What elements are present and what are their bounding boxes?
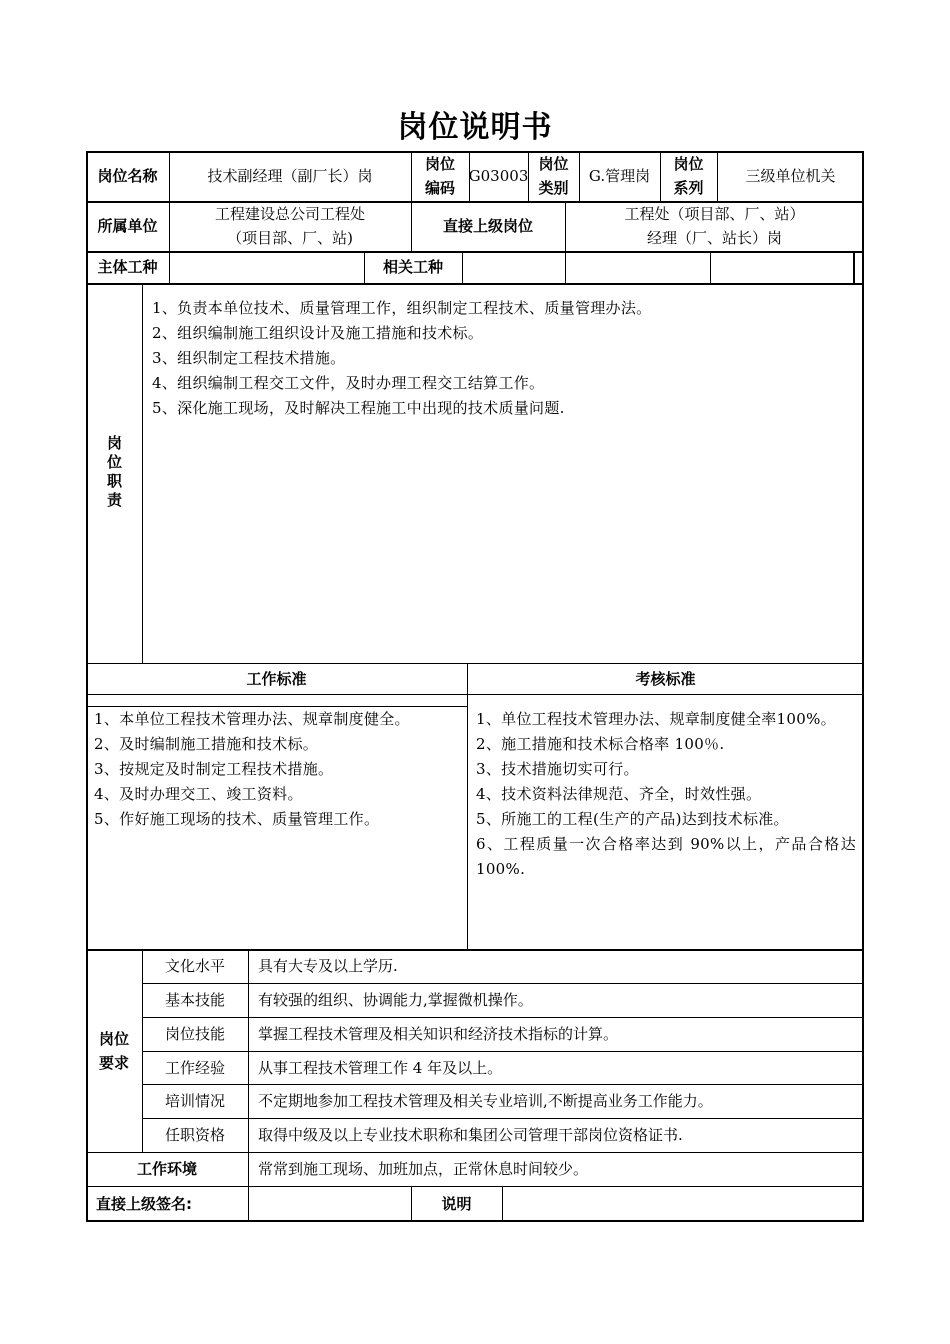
job-category-label: 岗位类别 xyxy=(538,155,569,197)
duties-label: 岗位职责 xyxy=(105,435,123,511)
assess-standard-header: 考核标准 xyxy=(635,669,696,688)
job-name-value: 技术副经理（副厂长）岗 xyxy=(207,167,373,185)
main-work-label: 主体工种 xyxy=(97,258,158,276)
job-description-table xyxy=(86,151,864,1222)
related-work-value xyxy=(462,251,565,283)
assess-standard-item: 5、所施工的工程(生产的产品)达到技术标准。 xyxy=(476,810,789,828)
req-name-qualification: 任职资格 xyxy=(164,1126,225,1144)
environment-label: 工作环境 xyxy=(136,1160,197,1178)
work-standard-item: 4、及时办理交工、竣工资料。 xyxy=(94,785,303,803)
related-work-label: 相关工种 xyxy=(382,258,443,276)
duty-item: 1、负责本单位技术、质量管理工作，组织制定工程技术、质量管理办法。 xyxy=(152,299,652,317)
assess-standard-item: 1、单位工程技术管理办法、规章制度健全率100%。 xyxy=(476,710,836,728)
assess-standard-item: 3、技术措施切实可行。 xyxy=(476,760,639,778)
unit-label: 所属单位 xyxy=(97,217,158,235)
job-name-label: 岗位名称 xyxy=(97,167,158,185)
superior-line-2: 经理（厂、站长）岗 xyxy=(646,229,782,247)
superior-value xyxy=(565,202,864,250)
unit-line-1: 工程建设总公司工程处 xyxy=(214,205,365,223)
environment-value: 常常到施工现场、加班加点，正常休息时间较少。 xyxy=(258,1160,589,1178)
work-standard-list xyxy=(94,707,464,832)
req-name-education: 文化水平 xyxy=(164,957,225,975)
req-name-experience: 工作经验 xyxy=(164,1058,225,1077)
page-title: 岗位说明书 xyxy=(397,110,553,145)
main-work-value xyxy=(169,251,364,283)
work-standard-header: 工作标准 xyxy=(246,669,307,688)
superior-label: 直接上级岗位 xyxy=(442,217,533,235)
requirements-label: 岗位要求 xyxy=(98,1029,129,1072)
work-standard-item: 1、本单位工程技术管理办法、规章制度健全。 xyxy=(94,710,410,728)
req-value-training: 不定期地参加工程技术管理及相关专业培训,不断提高业务工作能力。 xyxy=(258,1092,713,1110)
duty-item: 3、组织制定工程技术措施。 xyxy=(152,349,346,367)
superior-signature-label: 直接上级签名: xyxy=(96,1195,192,1213)
note-label: 说明 xyxy=(441,1195,472,1213)
job-category-value: G.管理岗 xyxy=(588,167,651,185)
duties-list xyxy=(152,296,852,421)
unit-value xyxy=(169,202,411,250)
duty-item: 2、组织编制施工组织设计及施工措施和技术标。 xyxy=(152,324,484,342)
req-name-basic-skills: 基本技能 xyxy=(164,991,225,1009)
assess-standard-item: 6、工程质量一次合格率达到 90%以上，产品合格达 100%. xyxy=(476,835,862,878)
work-standard-item: 3、按规定及时制定工程技术措施。 xyxy=(94,760,334,778)
assess-standard-item: 4、技术资料法律规范、齐全，时效性强。 xyxy=(476,785,762,803)
superior-line-1: 工程处（项目部、厂、站） xyxy=(624,205,805,223)
job-code-value: G03003 xyxy=(468,167,529,185)
work-standard-item: 2、及时编制施工措施和技术标。 xyxy=(94,735,319,753)
assess-standard-list xyxy=(476,707,862,882)
duty-item: 4、组织编制工程交工文件，及时办理工程交工结算工作。 xyxy=(152,374,545,392)
req-name-job-skills: 岗位技能 xyxy=(164,1025,225,1043)
job-series-label: 岗位系列 xyxy=(673,155,704,197)
job-series-value: 三级单位机关 xyxy=(745,167,836,185)
unit-line-2: （项目部、厂、站) xyxy=(227,229,353,247)
work-standard-item: 5、作好施工现场的技术、质量管理工作。 xyxy=(94,810,380,828)
req-name-training: 培训情况 xyxy=(164,1092,225,1110)
req-value-job-skills: 掌握工程技术管理及相关知识和经济技术指标的计算。 xyxy=(258,1025,619,1043)
req-value-experience: 从事工程技术管理工作 4 年及以上。 xyxy=(258,1058,503,1077)
assess-standard-item: 2、施工措施和技术标合格率 100％. xyxy=(476,735,725,753)
req-value-education: 具有大专及以上学历. xyxy=(258,957,398,975)
req-value-qualification: 取得中级及以上专业技术职称和集团公司管理干部岗位资格证书. xyxy=(258,1126,683,1144)
duty-item: 5、深化施工现场，及时解决工程施工中出现的技术质量问题. xyxy=(152,399,565,417)
req-value-basic-skills: 有较强的组织、协调能力,掌握微机操作。 xyxy=(258,991,533,1009)
job-code-label: 岗位编码 xyxy=(424,155,455,197)
note-value xyxy=(512,1186,852,1222)
